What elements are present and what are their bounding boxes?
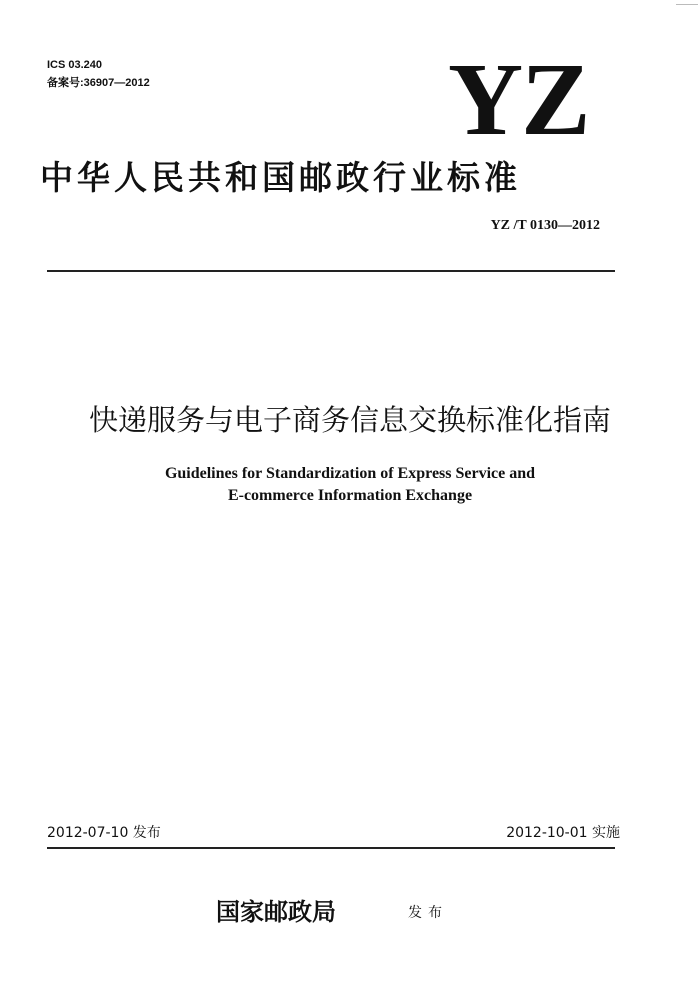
- issue-date: 2012-07-10 发布: [47, 825, 161, 841]
- top-divider: [47, 270, 615, 272]
- filing-number: 备案号:36907—2012: [47, 77, 150, 89]
- corner-mark: [676, 4, 698, 5]
- publisher-name: 国家邮政局: [216, 897, 336, 926]
- standard-number: YZ /T 0130—2012: [490, 218, 600, 233]
- document-title-chinese: 快递服务与电子商务信息交换标准化指南: [88, 403, 611, 437]
- yz-logo: YZ: [448, 42, 589, 157]
- document-title-english-line1: Guidelines for Standardization of Express Service and: [164, 465, 536, 482]
- publish-label: 发布: [408, 905, 448, 921]
- ics-code: ICS 03.240: [47, 59, 103, 71]
- document-title-english: [0, 463, 700, 507]
- document-title-english-line2: E-commerce Information Exchange: [227, 487, 473, 504]
- implementation-date: 2012-10-01 实施: [506, 825, 620, 841]
- standard-category-title: 中华人民共和国邮政行业标准: [40, 158, 521, 197]
- bottom-divider: [47, 847, 615, 849]
